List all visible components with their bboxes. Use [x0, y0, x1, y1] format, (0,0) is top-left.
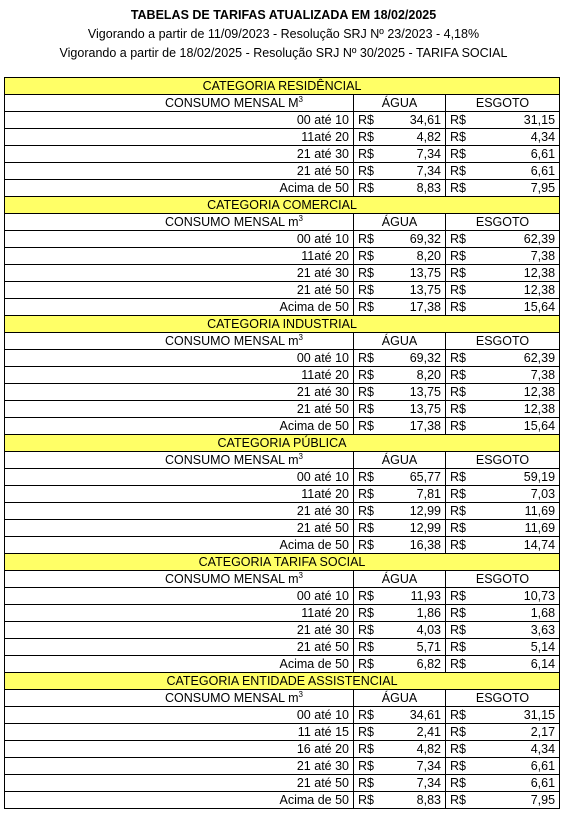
- esgoto-value: 1,68: [468, 605, 560, 622]
- agua-header: ÁGUA: [354, 452, 446, 469]
- consumo-header: [5, 452, 354, 469]
- consumption-range: 11até 20: [5, 367, 354, 384]
- agua-value: 69,32: [376, 350, 446, 367]
- consumo-header: [5, 333, 354, 350]
- consumption-range: 16 até 20: [5, 741, 354, 758]
- esgoto-value: 6,61: [468, 146, 560, 163]
- esgoto-value: 4,34: [468, 129, 560, 146]
- esgoto-currency: R$: [446, 792, 468, 809]
- agua-currency: R$: [354, 639, 376, 656]
- consumption-range: 00 até 10: [5, 112, 354, 129]
- agua-value: 1,86: [376, 605, 446, 622]
- table-row: [5, 418, 560, 435]
- esgoto-value: 12,38: [468, 401, 560, 418]
- consumo-header: [5, 571, 354, 588]
- table-row: [5, 282, 560, 299]
- table-row: [5, 248, 560, 265]
- column-header-row: [5, 452, 560, 469]
- agua-value: 16,38: [376, 537, 446, 554]
- agua-currency: R$: [354, 775, 376, 792]
- consumption-range: 21 até 50: [5, 520, 354, 537]
- resolution-line-2: Vigorando a partir de 18/02/2025 - Resolução SRJ Nº 30/2025 - TARIFA SOCIAL: [59, 46, 508, 60]
- column-header-row: [5, 95, 560, 112]
- esgoto-currency: R$: [446, 758, 468, 775]
- table-row: [5, 163, 560, 180]
- agua-currency: R$: [354, 248, 376, 265]
- agua-currency: R$: [354, 520, 376, 537]
- consumption-range: 00 até 10: [5, 588, 354, 605]
- cubic-superscript: 3: [298, 332, 303, 342]
- agua-currency: R$: [354, 622, 376, 639]
- esgoto-header: ESGOTO: [446, 333, 560, 350]
- esgoto-value: 4,34: [468, 741, 560, 758]
- esgoto-value: 12,38: [468, 384, 560, 401]
- agua-value: 34,61: [376, 707, 446, 724]
- consumo-header-label: CONSUMO MENSAL m: [164, 215, 299, 229]
- agua-header: ÁGUA: [354, 690, 446, 707]
- esgoto-currency: R$: [446, 350, 468, 367]
- esgoto-header: ESGOTO: [446, 452, 560, 469]
- agua-header: ÁGUA: [354, 571, 446, 588]
- table-row: [5, 724, 560, 741]
- consumption-range: 21 até 50: [5, 639, 354, 656]
- table-row: [5, 180, 560, 197]
- consumption-range: 00 até 10: [5, 469, 354, 486]
- esgoto-currency: R$: [446, 163, 468, 180]
- consumption-range: 21 até 30: [5, 146, 354, 163]
- column-header-row: [5, 333, 560, 350]
- agua-value: 7,34: [376, 775, 446, 792]
- esgoto-value: 7,03: [468, 486, 560, 503]
- category-name: CATEGORIA RESIDÊNCIAL: [5, 78, 560, 95]
- cubic-superscript: 3: [298, 451, 303, 461]
- consumption-range: 21 até 50: [5, 163, 354, 180]
- consumption-range: Acima de 50: [5, 792, 354, 809]
- agua-value: 6,82: [376, 656, 446, 673]
- consumo-header-label: CONSUMO MENSAL m: [164, 334, 299, 348]
- esgoto-value: 3,63: [468, 622, 560, 639]
- esgoto-currency: R$: [446, 656, 468, 673]
- esgoto-value: 6,61: [468, 163, 560, 180]
- table-row: [5, 656, 560, 673]
- esgoto-value: 31,15: [468, 707, 560, 724]
- consumption-range: Acima de 50: [5, 299, 354, 316]
- category-name: CATEGORIA PÚBLICA: [5, 435, 560, 452]
- esgoto-currency: R$: [446, 469, 468, 486]
- table-row: [5, 520, 560, 537]
- cubic-superscript: 3: [298, 570, 303, 580]
- agua-value: 12,99: [376, 503, 446, 520]
- esgoto-currency: R$: [446, 537, 468, 554]
- table-row: [5, 265, 560, 282]
- agua-currency: R$: [354, 724, 376, 741]
- category-name: CATEGORIA COMERCIAL: [5, 197, 560, 214]
- esgoto-currency: R$: [446, 520, 468, 537]
- agua-currency: R$: [354, 792, 376, 809]
- agua-currency: R$: [354, 112, 376, 129]
- agua-header: ÁGUA: [354, 333, 446, 350]
- agua-value: 8,83: [376, 180, 446, 197]
- esgoto-header: ESGOTO: [446, 571, 560, 588]
- consumption-range: 11até 20: [5, 129, 354, 146]
- esgoto-value: 62,39: [468, 231, 560, 248]
- consumption-range: 21 até 30: [5, 758, 354, 775]
- table-row: [5, 401, 560, 418]
- consumption-range: 11até 20: [5, 248, 354, 265]
- esgoto-value: 7,95: [468, 792, 560, 809]
- consumption-range: 11até 20: [5, 605, 354, 622]
- category-header-row: [5, 197, 560, 214]
- consumo-header-label: CONSUMO MENSAL M: [164, 96, 299, 110]
- category-name: CATEGORIA ENTIDADE ASSISTENCIAL: [5, 673, 560, 690]
- agua-currency: R$: [354, 367, 376, 384]
- category-header-row: [5, 78, 560, 95]
- esgoto-value: 7,38: [468, 367, 560, 384]
- esgoto-header: ESGOTO: [446, 95, 560, 112]
- agua-currency: R$: [354, 486, 376, 503]
- consumo-header-label: CONSUMO MENSAL m: [164, 572, 299, 586]
- agua-currency: R$: [354, 503, 376, 520]
- agua-value: 7,81: [376, 486, 446, 503]
- esgoto-currency: R$: [446, 588, 468, 605]
- table-row: [5, 605, 560, 622]
- consumption-range: Acima de 50: [5, 656, 354, 673]
- agua-currency: R$: [354, 537, 376, 554]
- agua-value: 11,93: [376, 588, 446, 605]
- agua-value: 13,75: [376, 384, 446, 401]
- consumption-range: 21 até 30: [5, 622, 354, 639]
- cubic-superscript: 3: [298, 213, 303, 223]
- agua-currency: R$: [354, 299, 376, 316]
- agua-value: 13,75: [376, 265, 446, 282]
- esgoto-currency: R$: [446, 384, 468, 401]
- esgoto-value: 5,14: [468, 639, 560, 656]
- agua-currency: R$: [354, 758, 376, 775]
- esgoto-currency: R$: [446, 622, 468, 639]
- esgoto-currency: R$: [446, 724, 468, 741]
- esgoto-currency: R$: [446, 503, 468, 520]
- category-name: CATEGORIA INDUSTRIAL: [5, 316, 560, 333]
- agua-value: 2,41: [376, 724, 446, 741]
- agua-value: 8,83: [376, 792, 446, 809]
- esgoto-currency: R$: [446, 741, 468, 758]
- agua-value: 7,34: [376, 146, 446, 163]
- esgoto-currency: R$: [446, 265, 468, 282]
- consumo-header: [5, 214, 354, 231]
- esgoto-currency: R$: [446, 299, 468, 316]
- esgoto-header: ESGOTO: [446, 690, 560, 707]
- table-row: [5, 503, 560, 520]
- esgoto-value: 12,38: [468, 265, 560, 282]
- agua-value: 13,75: [376, 282, 446, 299]
- column-header-row: [5, 690, 560, 707]
- consumption-range: 00 até 10: [5, 350, 354, 367]
- agua-currency: R$: [354, 707, 376, 724]
- agua-header: ÁGUA: [354, 214, 446, 231]
- esgoto-currency: R$: [446, 401, 468, 418]
- esgoto-value: 15,64: [468, 418, 560, 435]
- esgoto-currency: R$: [446, 146, 468, 163]
- agua-value: 5,71: [376, 639, 446, 656]
- esgoto-value: 11,69: [468, 520, 560, 537]
- agua-header: ÁGUA: [354, 95, 446, 112]
- agua-currency: R$: [354, 588, 376, 605]
- consumption-range: Acima de 50: [5, 418, 354, 435]
- table-row: [5, 707, 560, 724]
- table-row: [5, 537, 560, 554]
- esgoto-value: 7,95: [468, 180, 560, 197]
- agua-currency: R$: [354, 401, 376, 418]
- agua-currency: R$: [354, 282, 376, 299]
- agua-value: 65,77: [376, 469, 446, 486]
- table-row: [5, 367, 560, 384]
- esgoto-value: 31,15: [468, 112, 560, 129]
- agua-value: 7,34: [376, 758, 446, 775]
- esgoto-currency: R$: [446, 775, 468, 792]
- esgoto-value: 2,17: [468, 724, 560, 741]
- tariff-table: [4, 77, 560, 809]
- table-row: [5, 129, 560, 146]
- agua-value: 4,82: [376, 129, 446, 146]
- esgoto-currency: R$: [446, 486, 468, 503]
- consumption-range: 21 até 50: [5, 282, 354, 299]
- consumption-range: 11até 20: [5, 486, 354, 503]
- category-header-row: [5, 554, 560, 571]
- esgoto-currency: R$: [446, 231, 468, 248]
- esgoto-currency: R$: [446, 418, 468, 435]
- consumption-range: 21 até 50: [5, 401, 354, 418]
- table-row: [5, 469, 560, 486]
- esgoto-currency: R$: [446, 605, 468, 622]
- consumption-range: 21 até 30: [5, 503, 354, 520]
- column-header-row: [5, 214, 560, 231]
- consumption-range: Acima de 50: [5, 180, 354, 197]
- agua-value: 8,20: [376, 367, 446, 384]
- agua-currency: R$: [354, 163, 376, 180]
- table-row: [5, 350, 560, 367]
- esgoto-currency: R$: [446, 129, 468, 146]
- esgoto-currency: R$: [446, 180, 468, 197]
- table-row: [5, 299, 560, 316]
- agua-value: 4,03: [376, 622, 446, 639]
- cubic-superscript: 3: [298, 94, 303, 104]
- document-title: TABELAS DE TARIFAS ATUALIZADA EM 18/02/2025: [130, 8, 437, 22]
- agua-currency: R$: [354, 469, 376, 486]
- table-row: [5, 384, 560, 401]
- table-row: [5, 231, 560, 248]
- table-row: [5, 588, 560, 605]
- consumption-range: 21 até 30: [5, 384, 354, 401]
- consumption-range: 00 até 10: [5, 707, 354, 724]
- column-header-row: [5, 571, 560, 588]
- agua-value: 7,34: [376, 163, 446, 180]
- esgoto-currency: R$: [446, 367, 468, 384]
- esgoto-currency: R$: [446, 112, 468, 129]
- consumo-header-label: CONSUMO MENSAL m: [164, 691, 299, 705]
- esgoto-value: 62,39: [468, 350, 560, 367]
- agua-value: 4,82: [376, 741, 446, 758]
- table-row: [5, 758, 560, 775]
- agua-currency: R$: [354, 265, 376, 282]
- esgoto-value: 6,61: [468, 775, 560, 792]
- category-header-row: [5, 435, 560, 452]
- esgoto-value: 10,73: [468, 588, 560, 605]
- agua-currency: R$: [354, 146, 376, 163]
- table-row: [5, 741, 560, 758]
- agua-value: 17,38: [376, 299, 446, 316]
- table-row: [5, 486, 560, 503]
- table-row: [5, 639, 560, 656]
- consumo-header: [5, 690, 354, 707]
- consumption-range: 11 até 15: [5, 724, 354, 741]
- agua-currency: R$: [354, 741, 376, 758]
- esgoto-currency: R$: [446, 248, 468, 265]
- agua-value: 17,38: [376, 418, 446, 435]
- table-row: [5, 146, 560, 163]
- resolution-line-1: Vigorando a partir de 11/09/2023 - Resolução SRJ Nº 23/2023 - 4,18%: [87, 27, 480, 41]
- agua-currency: R$: [354, 180, 376, 197]
- consumption-range: 00 até 10: [5, 231, 354, 248]
- esgoto-value: 59,19: [468, 469, 560, 486]
- category-header-row: [5, 673, 560, 690]
- agua-value: 69,32: [376, 231, 446, 248]
- consumption-range: Acima de 50: [5, 537, 354, 554]
- agua-currency: R$: [354, 656, 376, 673]
- table-row: [5, 112, 560, 129]
- agua-value: 12,99: [376, 520, 446, 537]
- esgoto-value: 7,38: [468, 248, 560, 265]
- esgoto-currency: R$: [446, 707, 468, 724]
- table-row: [5, 622, 560, 639]
- agua-currency: R$: [354, 605, 376, 622]
- esgoto-value: 12,38: [468, 282, 560, 299]
- category-name: CATEGORIA TARIFA SOCIAL: [5, 554, 560, 571]
- agua-value: 8,20: [376, 248, 446, 265]
- consumo-header-label: CONSUMO MENSAL m: [164, 453, 299, 467]
- esgoto-value: 6,61: [468, 758, 560, 775]
- esgoto-header: ESGOTO: [446, 214, 560, 231]
- esgoto-value: 14,74: [468, 537, 560, 554]
- agua-value: 13,75: [376, 401, 446, 418]
- esgoto-currency: R$: [446, 282, 468, 299]
- agua-currency: R$: [354, 129, 376, 146]
- table-row: [5, 775, 560, 792]
- agua-value: 34,61: [376, 112, 446, 129]
- esgoto-value: 6,14: [468, 656, 560, 673]
- consumption-range: 21 até 30: [5, 265, 354, 282]
- agua-currency: R$: [354, 350, 376, 367]
- esgoto-value: 15,64: [468, 299, 560, 316]
- consumo-header: [5, 95, 354, 112]
- agua-currency: R$: [354, 418, 376, 435]
- agua-currency: R$: [354, 231, 376, 248]
- category-header-row: [5, 316, 560, 333]
- cubic-superscript: 3: [298, 689, 303, 699]
- agua-currency: R$: [354, 384, 376, 401]
- table-row: [5, 792, 560, 809]
- esgoto-value: 11,69: [468, 503, 560, 520]
- esgoto-currency: R$: [446, 639, 468, 656]
- consumption-range: 21 até 50: [5, 775, 354, 792]
